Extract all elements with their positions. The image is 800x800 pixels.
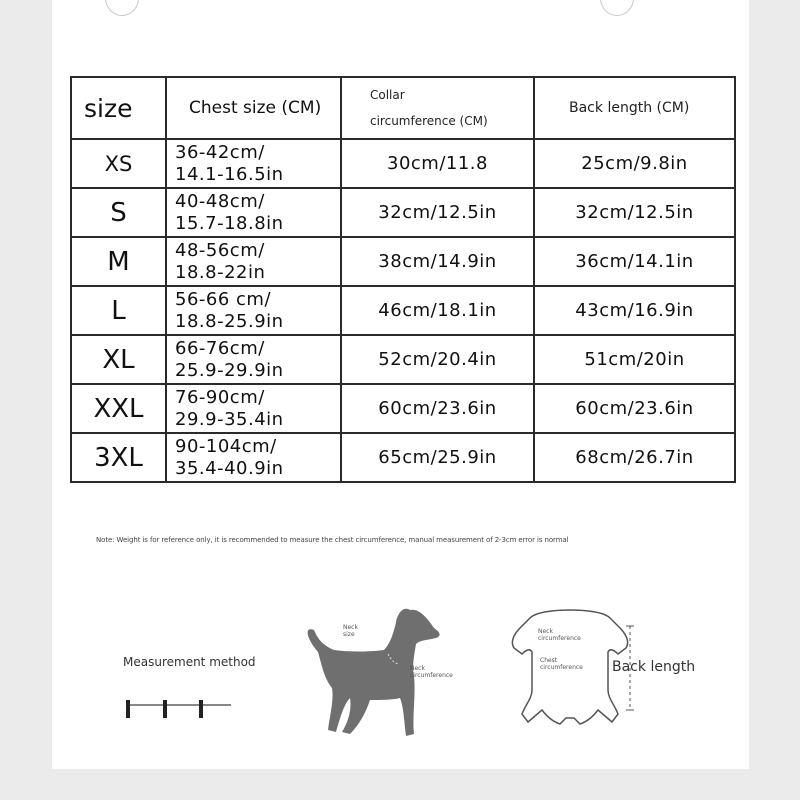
back-cell: 25cm/9.8in: [534, 139, 735, 188]
measurement-note: Note: Weight is for reference only, it is recommended to measure the chest circumference, manual measurement of 2-3cm error is normal: [96, 536, 569, 544]
dog-chest-label-line1: Neck: [410, 665, 425, 672]
table-row: [71, 139, 735, 188]
chest-cm: 90-104cm/: [175, 435, 277, 457]
chest-cell: [166, 384, 341, 433]
size-cell: L: [71, 286, 166, 335]
chest-cell: [166, 139, 341, 188]
chest-cm: 56-66 cm/: [175, 288, 272, 310]
dog-neck-label: [343, 624, 358, 638]
shirt-neck-label-line1: Neck: [538, 628, 553, 635]
collar-cell: 46cm/18.1in: [341, 286, 534, 335]
header-collar-line2: circumference (CM): [370, 114, 488, 128]
table-header-row: [71, 77, 735, 139]
collar-cell: 38cm/14.9in: [341, 237, 534, 286]
back-cell: 43cm/16.9in: [534, 286, 735, 335]
chest-cell: [166, 286, 341, 335]
back-cell: 60cm/23.6in: [534, 384, 735, 433]
chest-in: 18.8-25.9in: [175, 310, 284, 332]
back-cell: 68cm/26.7in: [534, 433, 735, 482]
shirt-chest-label-line1: Chest: [540, 657, 558, 664]
shirt-neck-label: [538, 628, 581, 642]
table-row: [71, 188, 735, 237]
table-row: [71, 433, 735, 482]
chest-in: 25.9-29.9in: [175, 359, 284, 381]
size-cell: M: [71, 237, 166, 286]
header-chest: Chest size (CM): [166, 77, 341, 139]
dog-neck-label-line1: Neck: [343, 624, 358, 631]
collar-cell: 60cm/23.6in: [341, 384, 534, 433]
collar-cell: 52cm/20.4in: [341, 335, 534, 384]
chest-cm: 66-76cm/: [175, 337, 265, 359]
header-size: size: [71, 77, 166, 139]
shirt-chest-label-line2: circumference: [540, 664, 583, 671]
table-row: [71, 335, 735, 384]
dog-chest-label-line2: circumference: [410, 672, 453, 679]
collar-cell: 30cm/11.8: [341, 139, 534, 188]
chest-cm: 76-90cm/: [175, 386, 265, 408]
chest-cm: 36-42cm/: [175, 141, 265, 163]
header-back: Back length (CM): [534, 77, 735, 139]
chest-cell: [166, 433, 341, 482]
table-row: [71, 237, 735, 286]
size-cell: XL: [71, 335, 166, 384]
back-cell: 51cm/20in: [534, 335, 735, 384]
shirt-neck-label-line2: circumference: [538, 635, 581, 642]
chest-cell: [166, 237, 341, 286]
header-collar-line1: Collar: [370, 88, 405, 102]
size-cell: 3XL: [71, 433, 166, 482]
size-cell: S: [71, 188, 166, 237]
dog-neck-label-line2: size: [343, 631, 355, 638]
chest-cm: 48-56cm/: [175, 239, 265, 261]
chest-in: 14.1-16.5in: [175, 163, 284, 185]
dog-chest-label: [410, 665, 453, 679]
table-row: [71, 286, 735, 335]
chest-in: 18.8-22in: [175, 261, 266, 283]
collar-cell: 32cm/12.5in: [341, 188, 534, 237]
chest-cell: [166, 188, 341, 237]
tape-measure-icon: [125, 698, 233, 720]
collar-cell: 65cm/25.9in: [341, 433, 534, 482]
size-cell: XXL: [71, 384, 166, 433]
size-cell: XS: [71, 139, 166, 188]
chest-in: 35.4-40.9in: [175, 457, 284, 479]
shirt-chest-label: [540, 657, 583, 671]
back-length-label: Back length: [612, 659, 696, 675]
table-row: [71, 384, 735, 433]
chest-cm: 40-48cm/: [175, 190, 265, 212]
back-cell: 32cm/12.5in: [534, 188, 735, 237]
chest-in: 29.9-35.4in: [175, 408, 284, 430]
chest-cell: [166, 335, 341, 384]
size-table: [70, 76, 736, 483]
measurement-method-label: Measurement method: [123, 655, 256, 669]
chest-in: 15.7-18.8in: [175, 212, 284, 234]
back-cell: 36cm/14.1in: [534, 237, 735, 286]
header-collar: [341, 77, 534, 139]
